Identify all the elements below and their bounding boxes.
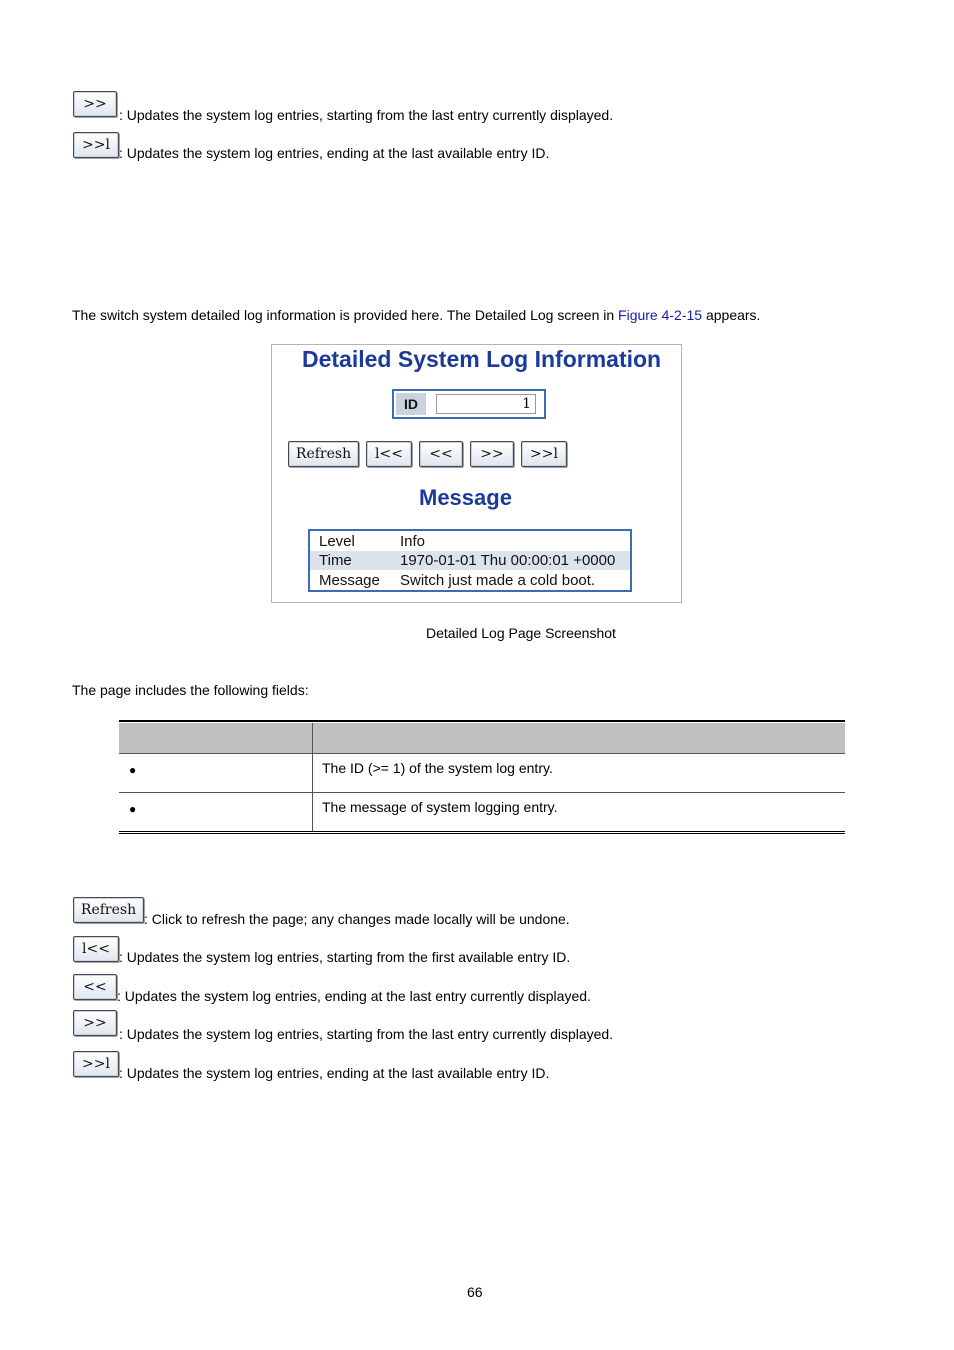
next-entries-button[interactable]: >>: [73, 1010, 117, 1036]
refresh-button[interactable]: Refresh: [288, 441, 359, 467]
next-entries-description: : Updates the system log entries, starting from the last entry currently displayed.: [119, 1026, 614, 1042]
intro-text-after: appears.: [702, 307, 761, 323]
detailed-log-screenshot: [271, 344, 682, 603]
page-number: 66: [467, 1284, 483, 1300]
time-value: 1970-01-01 Thu 00:00:01 +0000: [400, 552, 616, 569]
last-entries-button[interactable]: >>l: [73, 132, 119, 158]
level-value: Info: [400, 533, 426, 550]
level-key: Level: [319, 533, 355, 550]
id-field-group: [392, 389, 546, 419]
last-entries-button[interactable]: >>l: [73, 1051, 119, 1077]
first-entries-description: : Updates the system log entries, starting from the first available entry ID.: [119, 949, 571, 965]
message-title: Message: [419, 485, 512, 510]
screenshot-title: Detailed System Log Information: [302, 346, 662, 372]
fields-intro: The page includes the following fields:: [72, 682, 309, 698]
message-row-message: [310, 571, 630, 590]
refresh-description: : Click to refresh the page; any changes made locally will be undone.: [144, 911, 570, 927]
fields-table: [119, 720, 845, 835]
bullet-icon: ●: [129, 763, 137, 777]
refresh-button[interactable]: Refresh: [73, 897, 144, 923]
table-header-row: [119, 723, 845, 754]
next-entries-button[interactable]: >>: [470, 441, 514, 467]
previous-entries-button[interactable]: <<: [73, 974, 117, 1000]
table-top-border: [119, 720, 845, 722]
figure-link[interactable]: Figure 4-2-15: [618, 307, 703, 323]
last-entries-button[interactable]: >>l: [521, 441, 567, 467]
table-row-description: The ID (>= 1) of the system log entry.: [322, 760, 553, 776]
message-row-time: [310, 551, 630, 570]
intro-paragraph: [72, 307, 760, 323]
table-row-description: The message of system logging entry.: [322, 799, 558, 815]
intro-text-before: The switch system detailed log information is provided here. The Detailed Log screen in: [72, 307, 619, 323]
id-input[interactable]: 1: [436, 394, 536, 414]
table-bottom-border: [119, 831, 845, 834]
previous-entries-description: : Updates the system log entries, ending at the last entry currently displayed.: [117, 988, 591, 1004]
last-entries-description: : Updates the system log entries, ending at the last available entry ID.: [119, 145, 550, 161]
next-entries-button[interactable]: >>: [73, 91, 117, 117]
message-table: [308, 529, 632, 592]
first-entries-button[interactable]: l<<: [73, 936, 119, 962]
time-key: Time: [319, 552, 352, 569]
column-divider: [312, 723, 313, 832]
row-divider: [119, 792, 845, 793]
bullet-icon: ●: [129, 802, 137, 816]
figure-caption: Detailed Log Page Screenshot: [426, 625, 616, 641]
next-entries-description: : Updates the system log entries, starting from the last entry currently displayed.: [119, 107, 614, 123]
message-value: Switch just made a cold boot.: [400, 572, 596, 589]
last-entries-description: : Updates the system log entries, ending at the last available entry ID.: [119, 1065, 550, 1081]
message-row-level: [310, 532, 630, 551]
previous-entries-button[interactable]: <<: [419, 441, 463, 467]
first-entries-button[interactable]: l<<: [366, 441, 412, 467]
message-key: Message: [319, 572, 380, 589]
id-label: ID: [396, 393, 426, 415]
